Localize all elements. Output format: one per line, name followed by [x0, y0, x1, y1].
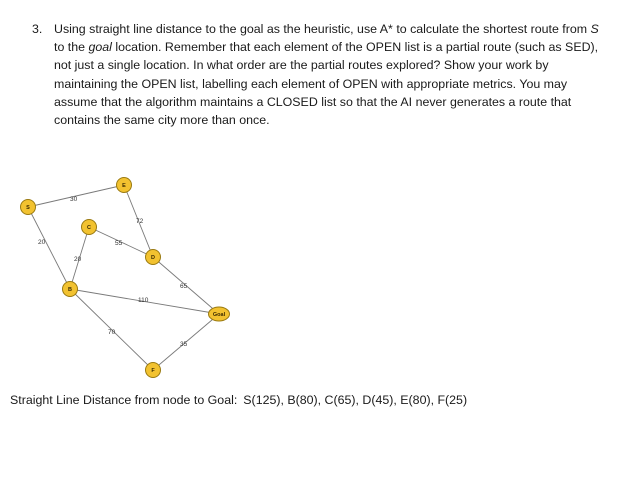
- edge-label-s-e: 30: [70, 196, 78, 203]
- sld-label: Straight Line Distance from node to Goal:: [10, 393, 238, 407]
- node-b-label: B: [68, 287, 72, 293]
- node-e-label: E: [122, 183, 126, 189]
- straight-line-distance-line: [10, 393, 467, 407]
- edge-label-c-b: 20: [74, 256, 82, 263]
- question-text-part: to the: [54, 40, 89, 55]
- sld-values: S(125), B(80), C(65), D(45), E(80), F(25): [243, 393, 468, 407]
- edge-label-b-f: 70: [108, 329, 116, 336]
- edge-label-b-goal: 110: [138, 297, 149, 304]
- node-d: [146, 250, 161, 265]
- question-text-part: Using straight line distance to the goal as the heuristic, use A* to calculate the shortest route from: [54, 22, 591, 36]
- edge-label-d-goal: 65: [180, 283, 188, 290]
- question-text: [54, 20, 606, 129]
- node-goal: [209, 307, 230, 321]
- edge-label-f-goal: 35: [180, 341, 188, 348]
- route-graph: [0, 170, 250, 385]
- question-text-start-node: S: [590, 22, 599, 36]
- edge-label-c-d: 55: [115, 240, 123, 247]
- node-f-label: F: [151, 368, 155, 374]
- edge-label-s-b: 20: [38, 239, 46, 246]
- node-s-label: S: [26, 205, 30, 211]
- question-text-goal-word: goal: [88, 40, 112, 55]
- node-b: [63, 282, 78, 297]
- question-text-part: location. Remember that each element of the OPEN list is a partial route (such as SED), not just a single location. In what order are the partial routes explored? Show your work by maintaining the OPEN list, labelling each element of OPEN with appropriate metrics. You may assume that the algorithm maintains a CLOSED list so that the AI never generates a route that contains the same city more than once.: [54, 40, 599, 128]
- node-c: [82, 220, 97, 235]
- edge-label-e-d: 72: [136, 218, 144, 225]
- node-d-label: D: [151, 255, 155, 261]
- node-s: [21, 200, 36, 215]
- node-c-label: C: [87, 225, 91, 231]
- question-number: 3.: [32, 22, 43, 36]
- question-block: [32, 20, 612, 129]
- node-e: [117, 178, 132, 193]
- edge-s-b: [28, 207, 70, 289]
- node-f: [146, 363, 161, 378]
- node-goal-label: Goal: [212, 312, 226, 318]
